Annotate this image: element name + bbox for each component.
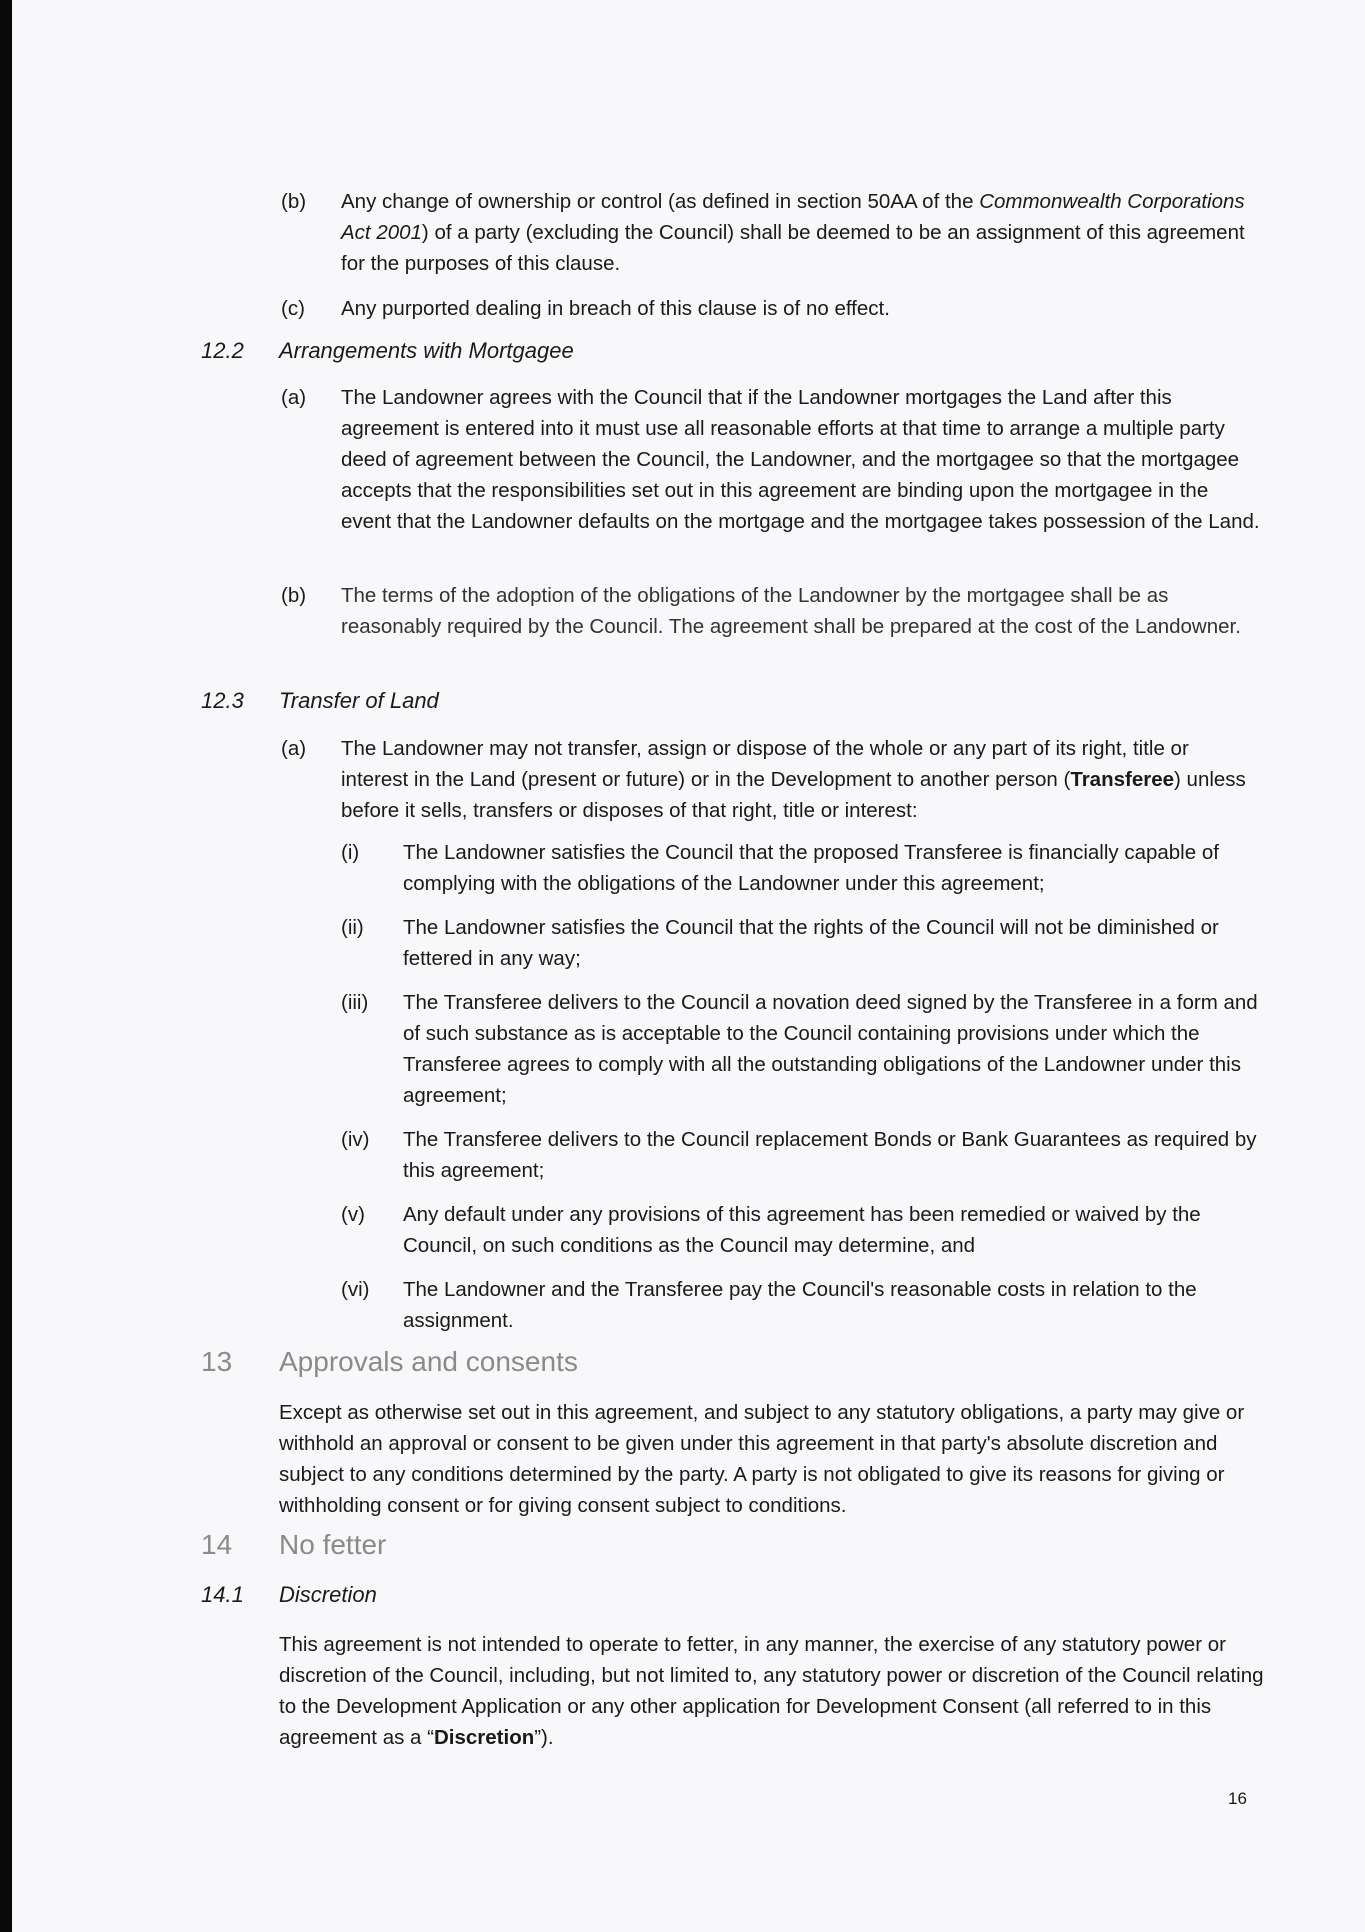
section-14-number: 14 xyxy=(201,1529,233,1560)
clause-12-3-title: Transfer of Land xyxy=(279,688,439,713)
clause-12-3-number: 12.3 xyxy=(201,688,244,713)
clause-12-2-a-text: The Landowner agrees with the Council that if the Landowner mortgages the Land after this agreement is entered into it must use all reasonable efforts at that time to arrange a multiple party deed of agreement between the Council, the Landowner, and the mortgagee so that the mortgagee accepts that the responsibilities set out in this agreement are binding upon the mortgagee in the event that the Landowner defaults on the mortgage and the mortgagee takes possession of the Land. xyxy=(341,386,1260,533)
clause-14-1-title: Discretion xyxy=(279,1582,377,1607)
clause-12-2-number: 12.2 xyxy=(201,338,244,363)
list-item-text: The Landowner and the Transferee pay the Council's reasonable costs in relation to the assignment. xyxy=(403,1278,1197,1332)
list-item-label: (vi) xyxy=(341,1278,370,1301)
section-13-number: 13 xyxy=(201,1346,233,1377)
list-item-text: The Landowner satisfies the Council that the proposed Transferee is financially capable of complying with the obligations of the Landowner under this agreement; xyxy=(403,841,1219,895)
clause-12-1-c-label: (c) xyxy=(281,297,305,320)
list-item-label: (ii) xyxy=(341,916,364,939)
section-14-text: This agreement is not intended to operate to fetter, in any manner, the exercise of any statutory power or discretion of the Council, including, but not limited to, any statutory power or discretion of the Council relating to the Development Application or any other application for Development Consent (all referred to in this agreement as a “Discretion”). xyxy=(279,1633,1264,1749)
clause-12-2-a-label: (a) xyxy=(281,386,307,409)
list-item-text: The Landowner satisfies the Council that the rights of the Council will not be diminished or fettered in any way; xyxy=(403,916,1219,970)
list-item-label: (v) xyxy=(341,1203,365,1226)
list-item-text: Any default under any provisions of this agreement has been remedied or waived by the Council, on such conditions as the Council may determine, and xyxy=(403,1203,1201,1257)
clause-12-3-a-text: The Landowner may not transfer, assign or dispose of the whole or any part of its right, title or interest in the Land (present or future) or in the Development to another person (Transferee) unless before it sells, transfers or disposes of that right, title or interest: xyxy=(341,737,1246,822)
section-14-title: No fetter xyxy=(279,1529,387,1560)
list-item-text: The Transferee delivers to the Council replacement Bonds or Bank Guarantees as required by this agreement; xyxy=(403,1128,1257,1182)
clause-14-1-number: 14.1 xyxy=(201,1582,244,1607)
clause-12-2-b-label: (b) xyxy=(281,584,307,607)
clause-12-2-title: Arrangements with Mortgagee xyxy=(279,338,574,363)
section-13-title: Approvals and consents xyxy=(279,1346,578,1377)
list-item-text: The Transferee delivers to the Council a novation deed signed by the Transferee in a form and of such substance as is acceptable to the Council containing provisions under which the Transferee agrees to comply with all the outstanding obligations of the Landowner under this agreement; xyxy=(403,991,1258,1107)
clause-12-3-a-label: (a) xyxy=(281,737,307,760)
clause-12-2-b-text: The terms of the adoption of the obligations of the Landowner by the mortgagee shall be as reasonably required by the Council. The agreement shall be prepared at the cost of the Landowner. xyxy=(341,584,1241,638)
clause-12-1-c-text: Any purported dealing in breach of this clause is of no effect. xyxy=(341,297,890,320)
clause-12-1-b-text: Any change of ownership or control (as defined in section 50AA of the Commonwealth Corporations Act 2001) of a party (excluding the Council) shall be deemed to be an assignment of this agreement for the purposes of this clause. xyxy=(341,190,1245,275)
page-number: 16 xyxy=(1228,1789,1247,1808)
scan-edge-bar xyxy=(0,0,12,1932)
document-page xyxy=(13,0,1365,1932)
list-item-label: (iv) xyxy=(341,1128,370,1151)
list-item-label: (i) xyxy=(341,841,360,864)
clause-12-1-b-label: (b) xyxy=(281,190,307,213)
section-13-text: Except as otherwise set out in this agreement, and subject to any statutory obligations, a party may give or withhold an approval or consent to be given under this agreement in that party's absolute discretion and subject to any conditions determined by the party. A party is not obligated to give its reasons for giving or withholding consent or for giving consent subject to conditions. xyxy=(279,1401,1245,1517)
list-item-label: (iii) xyxy=(341,991,369,1014)
